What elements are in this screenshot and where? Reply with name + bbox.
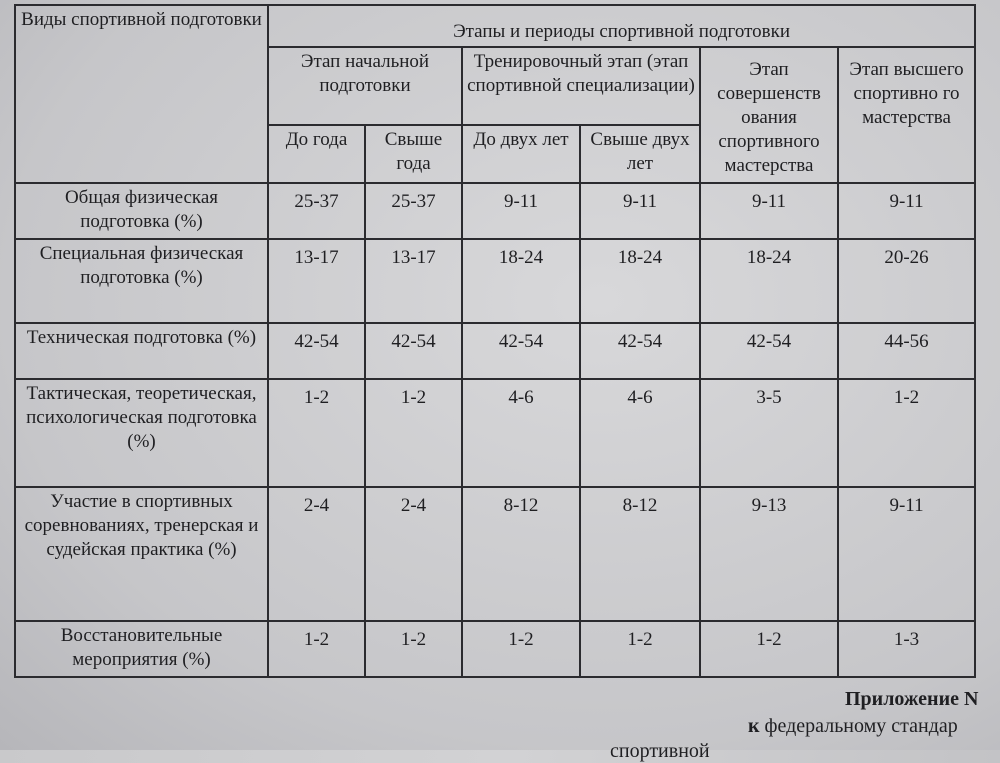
cell-value: 8-12 <box>462 487 580 621</box>
cell-value: 42-54 <box>268 323 365 379</box>
cell-value: 1-2 <box>700 621 838 677</box>
appendix-standard: федеральному стандар <box>759 715 958 737</box>
row-label: Общая физическая подготовка (%) <box>15 183 268 239</box>
cell-value: 9-13 <box>700 487 838 621</box>
cell-value: 18-24 <box>580 239 700 323</box>
cell-value: 9-11 <box>462 183 580 239</box>
cell-value: 18-24 <box>700 239 838 323</box>
cell-value: 1-2 <box>462 621 580 677</box>
cell-value: 1-2 <box>268 379 365 487</box>
appendix-partial-line: спортивной <box>610 740 710 762</box>
cell-value: 4-6 <box>580 379 700 487</box>
cell-value: 1-2 <box>580 621 700 677</box>
row-label: Техническая подготовка (%) <box>15 323 268 379</box>
row-label: Специальная физическая подготовка (%) <box>15 239 268 323</box>
cell-value: 1-2 <box>268 621 365 677</box>
cell-value: 9-11 <box>838 183 975 239</box>
table-row <box>15 621 975 677</box>
appendix-heading: Приложение N <box>845 688 979 710</box>
row-label: Участие в спортивных соревнованиях, тренерская и судейская практика (%) <box>15 487 268 621</box>
table-row <box>15 379 975 487</box>
cell-value: 1-2 <box>365 621 462 677</box>
cell-value: 42-54 <box>365 323 462 379</box>
cell-value: 9-11 <box>580 183 700 239</box>
cell-value: 9-11 <box>838 487 975 621</box>
cell-value: 20-26 <box>838 239 975 323</box>
cell-value: 25-37 <box>268 183 365 239</box>
cell-value: 3-5 <box>700 379 838 487</box>
subperiod-header: До года <box>268 125 365 183</box>
table-row <box>15 239 975 323</box>
training-ratio-table <box>14 4 976 678</box>
cell-value: 2-4 <box>365 487 462 621</box>
stage-header-highest: Этап высшего спортивно го мастерства <box>838 47 975 183</box>
subperiod-header: Свыше двух лет <box>580 125 700 183</box>
cell-value: 44-56 <box>838 323 975 379</box>
cell-value: 18-24 <box>462 239 580 323</box>
cell-value: 13-17 <box>268 239 365 323</box>
cell-value: 2-4 <box>268 487 365 621</box>
corner-header: Виды спортивной подготовки <box>15 5 268 183</box>
cell-value: 1-2 <box>838 379 975 487</box>
cell-value: 42-54 <box>580 323 700 379</box>
cell-value: 42-54 <box>700 323 838 379</box>
group-header: Этапы и периоды спортивной подготовки <box>268 5 975 47</box>
row-label: Тактическая, теоретическая, психологическая подготовка (%) <box>15 379 268 487</box>
table-row <box>15 323 975 379</box>
row-label: Восстановительные мероприятия (%) <box>15 621 268 677</box>
cell-value: 1-2 <box>365 379 462 487</box>
cell-value: 1-3 <box>838 621 975 677</box>
cell-value: 25-37 <box>365 183 462 239</box>
table-row <box>15 183 975 239</box>
appendix-prefix: к <box>748 715 760 737</box>
cell-value: 9-11 <box>700 183 838 239</box>
cell-value: 4-6 <box>462 379 580 487</box>
subperiod-header: Свыше года <box>365 125 462 183</box>
cell-value: 13-17 <box>365 239 462 323</box>
appendix-subtitle <box>748 715 1000 738</box>
cell-value: 42-54 <box>462 323 580 379</box>
cell-value: 8-12 <box>580 487 700 621</box>
subperiod-header: До двух лет <box>462 125 580 183</box>
stage-header-training: Тренировочный этап (этап спортивной специализации) <box>462 47 700 125</box>
stage-header-initial: Этап начальной подготовки <box>268 47 462 125</box>
stage-header-improvement: Этап совершенств ования спортивного мастерства <box>700 47 838 183</box>
table-row <box>15 487 975 621</box>
